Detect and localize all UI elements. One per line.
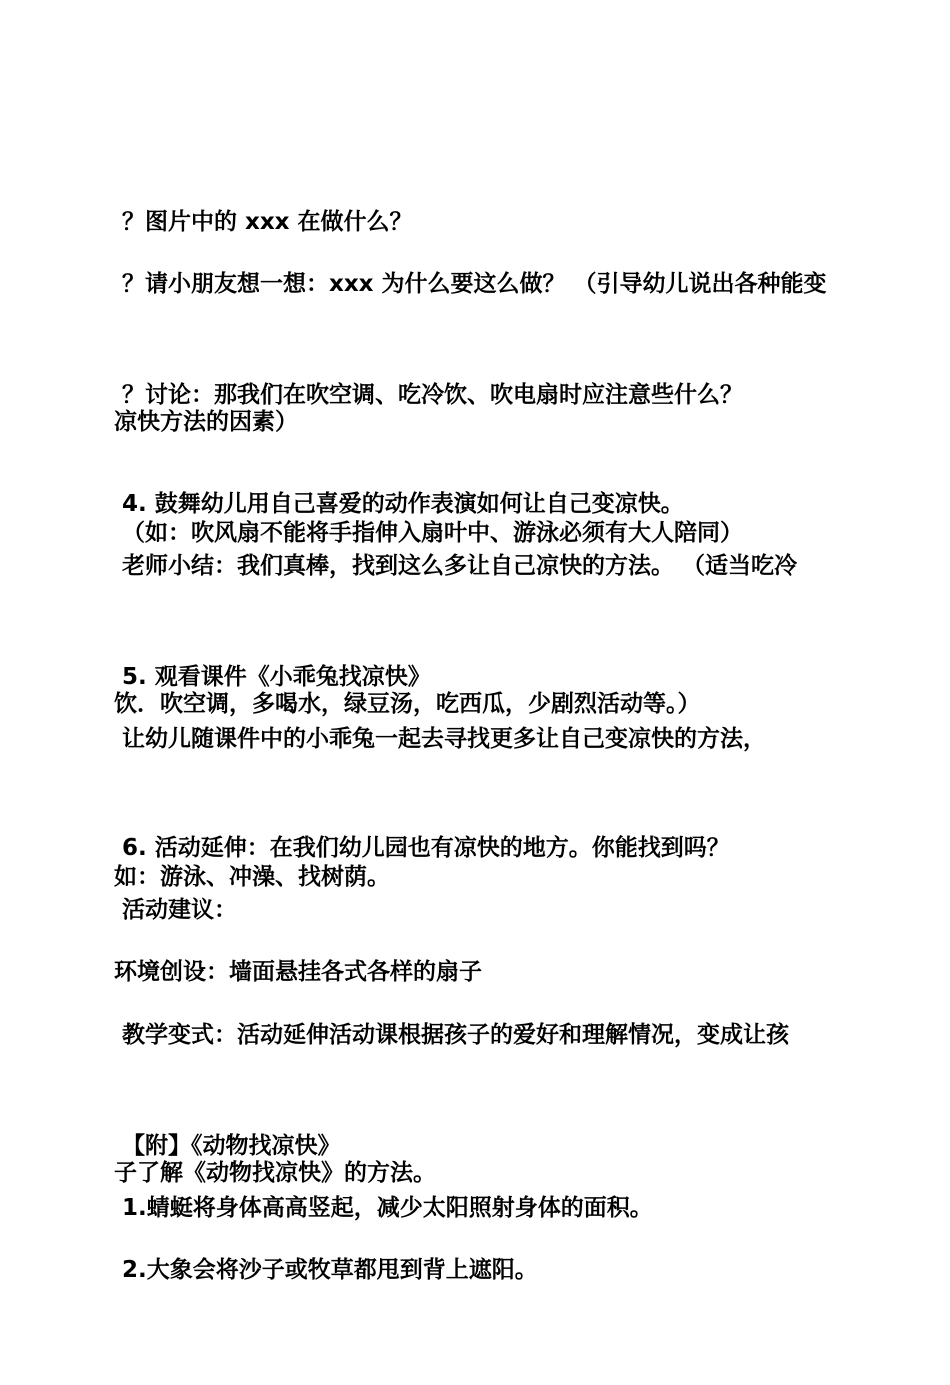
text-line: 老师小结：我们真棒，找到这么多让自己凉快的方法。 （适当吃冷 <box>114 553 798 579</box>
text-line: 如：游泳、冲澡、找树荫。 <box>114 864 390 890</box>
text-line: ？图片中的 xxx 在做什么？ <box>114 209 413 235</box>
text-line: 6. 活动延伸：在我们幼儿园也有凉快的地方。你能找到吗？ <box>114 835 730 861</box>
text-line: 2.大象会将沙子或牧草都甩到背上遮阳。 <box>114 1257 538 1283</box>
text-line: 凉快方法的因素） <box>114 409 298 435</box>
appendix-item-2 <box>114 1155 844 1385</box>
text-line: 1.蜻蜓将身体高高竖起，减少太阳照射身体的面积。 <box>114 1195 653 1221</box>
text-line: 环境创设：墙面悬挂各式各样的扇子 <box>114 959 482 985</box>
text-line: 5. 观看课件《小乖兔找凉快》 <box>114 664 431 690</box>
text-line: 教学变式：活动延伸活动课根据孩子的爱好和理解情况，变成让孩 <box>114 1022 790 1048</box>
text-line: ？讨论：那我们在吹空调、吃冷饮、吹电扇时应注意些什么？ <box>114 382 744 408</box>
text-line: 让幼儿随课件中的小乖兔一起去寻找更多让自己变凉快的方法， <box>114 726 767 752</box>
text-line: 活动建议： <box>114 897 238 923</box>
text-line: 子了解《动物找凉快》的方法。 <box>114 1160 436 1186</box>
text-line: 饮．吹空调，多喝水，绿豆汤，吃西瓜，少剧烈活动等。） <box>114 691 701 717</box>
text-line: 4. 鼓舞幼儿用自己喜爱的动作表演如何让自己变凉快。 <box>114 491 684 517</box>
text-line: （如：吹风扇不能将手指伸入扇叶中、游泳必须有大人陪同） <box>114 520 744 546</box>
text-line: 【附】《动物找凉快》 <box>114 1133 341 1159</box>
text-line: ？请小朋友想一想：xxx 为什么要这么做？ （引导幼儿说出各种能变 <box>114 271 827 297</box>
